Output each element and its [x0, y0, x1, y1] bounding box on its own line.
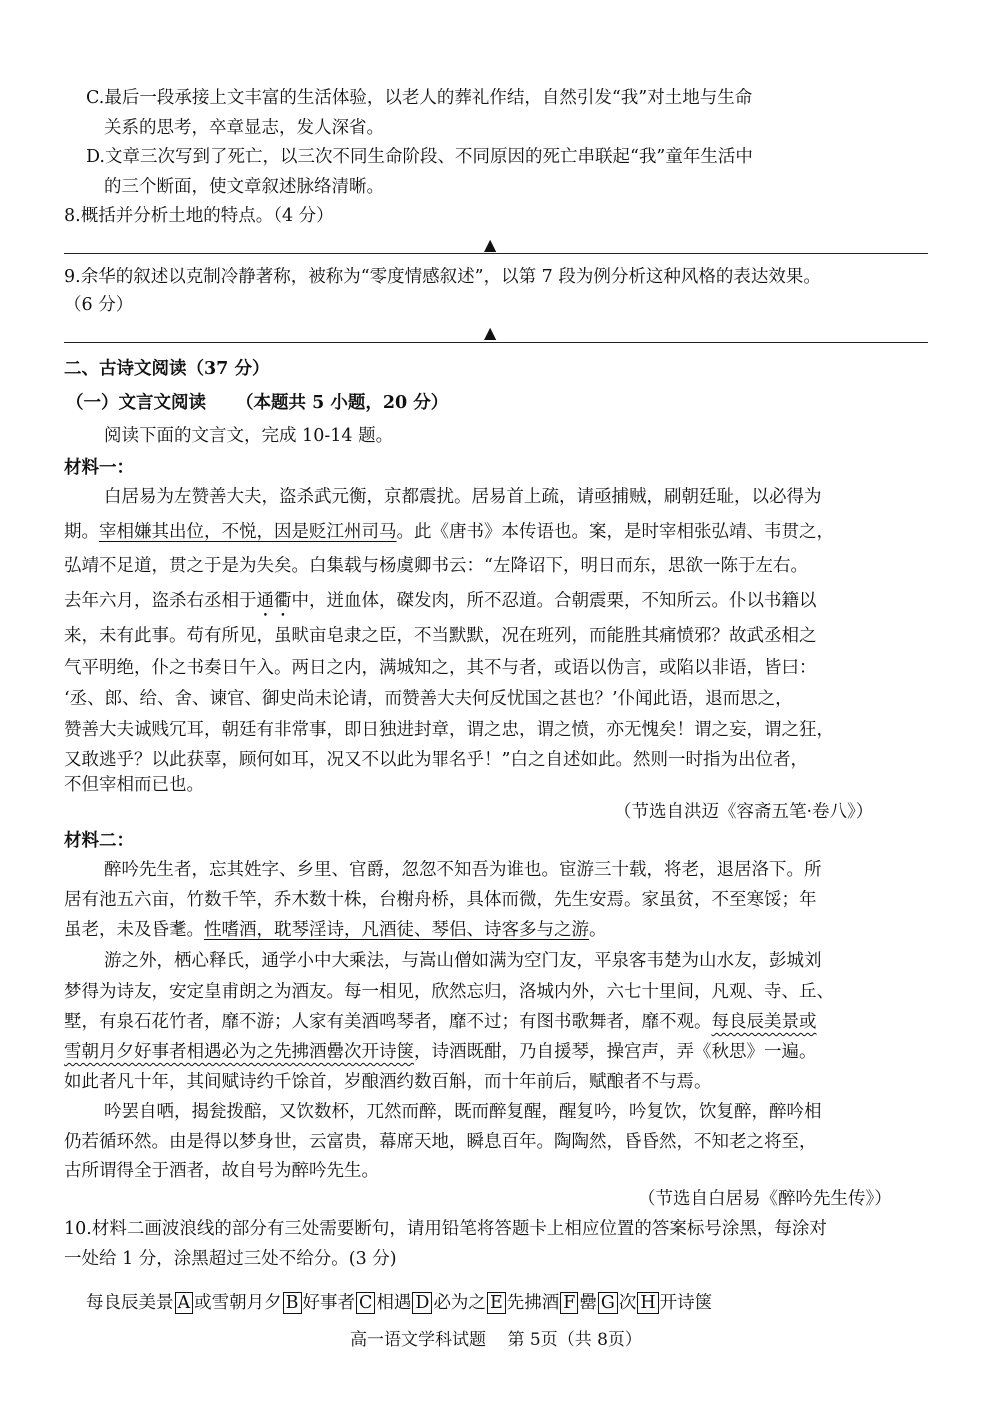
material-1-line [64, 520, 834, 544]
segment-text: 罍 [579, 1293, 597, 1313]
q9-question-line2: （6 分） [64, 295, 134, 315]
material-2-label: 材料二： [64, 831, 134, 851]
text-span: 期。 [64, 522, 99, 542]
segment-text: 必为之 [433, 1293, 486, 1313]
footer-page-number: 第 5页（共 8页） [507, 1330, 642, 1350]
footer-subject: 高一语文学科试题 [350, 1330, 487, 1350]
q10-question-line1: 10.材料二画波浪线的部分有三处需要断句，请用铅笔将答题卡上相应位置的答案标号涂黑，每涂对 [64, 1219, 827, 1239]
material-2-line: 古所谓得全于酒者，故自号为醉吟先生。 [64, 1161, 379, 1181]
text-span: 。 [589, 920, 607, 940]
material-1-line: 又敢逃乎？以此获辜，顾何如耳，况又不以此为罪名乎！”白之自述如此。然则一时指为出位者， [64, 750, 808, 770]
material-1-label: 材料一： [64, 458, 134, 478]
material-2-line: 居有池五六亩，竹数千竿，乔木数十株，台榭舟桥，具体而微，先生安焉。家虽贫，不至寒馁；年 [64, 890, 817, 910]
material-1-line: 赞善大夫诚贱冗耳，朝廷有非常事，即日独进封章，谓之忠，谓之愤，亦无愧矣！谓之妄，谓之狂， [64, 720, 834, 740]
material-2-line [64, 918, 607, 942]
q7-option-c-line2: 关系的思考，卒章显志，发人深省。 [104, 118, 384, 138]
text-span: 去年六月，盗杀右丞相于 [64, 591, 257, 611]
material-2-line: 吟罢自哂，揭瓮拨醅，又饮数杯，兀然而醉，既而醉复醒，醒复吟，吟复饮，饮复醉，醉吟相 [104, 1102, 822, 1122]
answer-area-mark: ▲ [484, 323, 497, 342]
material-2-line: 醉吟先生者，忘其姓字、乡里、官爵，忽忽不知吾为谁也。宦游三十载，将老，退居洛下。所 [104, 860, 822, 880]
material-2-line: 如此者凡十年，其间赋诗约千馀首，岁酿酒约数百斛，而十年前后，赋酿者不与焉。 [64, 1072, 712, 1092]
page-footer [0, 1325, 992, 1350]
text-span: ，诗酒既酣，乃自援琴，操宫声，弄《秋思》一遍。 [414, 1042, 817, 1062]
q7-option-d-line2: 的三个断面，使文章叙述脉络清晰。 [104, 177, 384, 197]
text-span: 。此《唐书》本传语也。案，是时宰相张弘靖、韦贯之， [396, 522, 834, 542]
reading-instruction: 阅读下面的文言文，完成 10-14 题。 [104, 426, 394, 446]
divider-line [64, 253, 928, 254]
option-box-b[interactable]: B [283, 1292, 302, 1314]
option-box-d[interactable]: D [412, 1292, 432, 1314]
segment-text: 相遇 [376, 1293, 412, 1313]
divider-line [64, 342, 928, 343]
option-box-h[interactable]: H [637, 1292, 658, 1314]
segment-text: 先拂酒 [506, 1293, 560, 1313]
material-2-line: 梦得为诗友，安定皇甫朗之为酒友。每一相见，欣然忘归，洛城内外，六七十里间，凡观、寺、丘、 [64, 982, 834, 1002]
material-2-line: 仍若循环然。由是得以梦身世，云富贵，幕席天地，瞬息百年。陶陶然，昏昏然，不知老之将至， [64, 1132, 817, 1152]
text-span: 虽老，未及昏耄。 [64, 920, 204, 940]
material-1-line: ‘丞、郎、给、舍、谏官、御史尚未论请，而赞善大夫何反忧国之甚也？’仆闻此语，退而思之， [64, 689, 793, 709]
material-2-source: （节选自白居易《醉吟先生传》） [638, 1189, 892, 1209]
q7-option-d-line1: D.文章三次写到了死亡，以三次不同生命阶段、不同原因的死亡串联起“我”童年生活中 [86, 147, 753, 167]
sub-section-heading [66, 391, 448, 415]
segment-text: 或雪朝月夕 [194, 1293, 282, 1313]
material-1-line: 不但宰相而已也。 [64, 775, 204, 795]
material-2-line [64, 1010, 817, 1034]
sub-section-title: （一）文言文阅读 [66, 393, 206, 413]
answer-area-mark: ▲ [484, 235, 497, 254]
material-1-source: （节选自洪迈《容斋五笔·卷八》） [614, 802, 874, 822]
option-box-c[interactable]: C [356, 1292, 375, 1314]
segment-text: 每良辰美景 [86, 1293, 174, 1313]
material-2-line [64, 1040, 817, 1064]
material-1-line: 气平明绝，仆之书奏日午入。两日之内，满城知之，其不与者，或语以伪言，或陷以非语，皆曰： [64, 658, 817, 678]
material-1-line [64, 589, 817, 621]
option-box-e[interactable]: E [487, 1292, 506, 1314]
underlined-sentence: 性嗜酒，耽琴淫诗，凡酒徒、琴侣、诗客多与之游 [204, 920, 589, 940]
q7-option-c-line1: C.最后一段承接上文丰富的生活体验，以老人的葬礼作结，自然引发“我”对土地与生命 [86, 88, 753, 108]
q10-break-options [86, 1290, 712, 1316]
dotted-word: 通衢 [256, 591, 292, 611]
material-1-line: 白居易为左赞善大夫，盗杀武元衡，京都震扰。居易首上疏，请亟捕贼，刷朝廷耻，以必得为 [104, 487, 822, 507]
option-box-g[interactable]: G [598, 1292, 618, 1314]
underlined-sentence: 宰相嫌其出位，不悦，因是贬江州司马 [99, 522, 397, 542]
material-1-line: 来，未有此事。苟有所见，虽畎亩皂隶之臣，不当默默，况在班列，而能胜其痛愤邪？故武丞相之 [64, 626, 817, 646]
text-span: 中，迸血体，磔发肉，所不忍道。合朝震栗，不知所云。仆以书籍以 [291, 591, 817, 611]
q8-question: 8.概括并分析土地的特点。（4 分） [64, 206, 334, 226]
q9-question-line1: 9.余华的叙述以克制冷静著称，被称为“零度情感叙述”，以第 7 段为例分析这种风格的表达效果。 [64, 267, 821, 287]
q10-question-line2: 一处给 1 分，涂黑超过三处不给分。(3 分) [64, 1249, 397, 1269]
option-box-a[interactable]: A [175, 1292, 194, 1314]
wavy-underlined-sentence: 每良辰美景或 [711, 1012, 817, 1032]
segment-text: 好事者 [302, 1293, 356, 1313]
segment-text: 次 [618, 1293, 637, 1313]
section-heading: 二、古诗文阅读（37 分） [64, 359, 270, 379]
text-span: 墅，有泉石花竹者，靡不游；人家有美酒鸣琴者，靡不过；有图书歌舞者，靡不观。 [64, 1012, 712, 1032]
segment-text: 开诗箧 [659, 1293, 713, 1313]
option-box-f[interactable]: F [560, 1292, 578, 1314]
sub-section-note: （本题共 5 小题，20 分） [236, 393, 449, 413]
wavy-underlined-sentence: 雪朝月夕好事者相遇必为之先拂酒罍次开诗箧 [64, 1042, 414, 1062]
material-2-line: 游之外，栖心释氏，通学小中大乘法，与嵩山僧如满为空门友，平泉客韦楚为山水友，彭城刘 [104, 951, 822, 971]
material-1-line: 弘靖不足道，贯之于是为失矣。白集载与杨虞卿书云：“左降诏下，明日而东，思欲一陈于左右。 [64, 556, 808, 576]
